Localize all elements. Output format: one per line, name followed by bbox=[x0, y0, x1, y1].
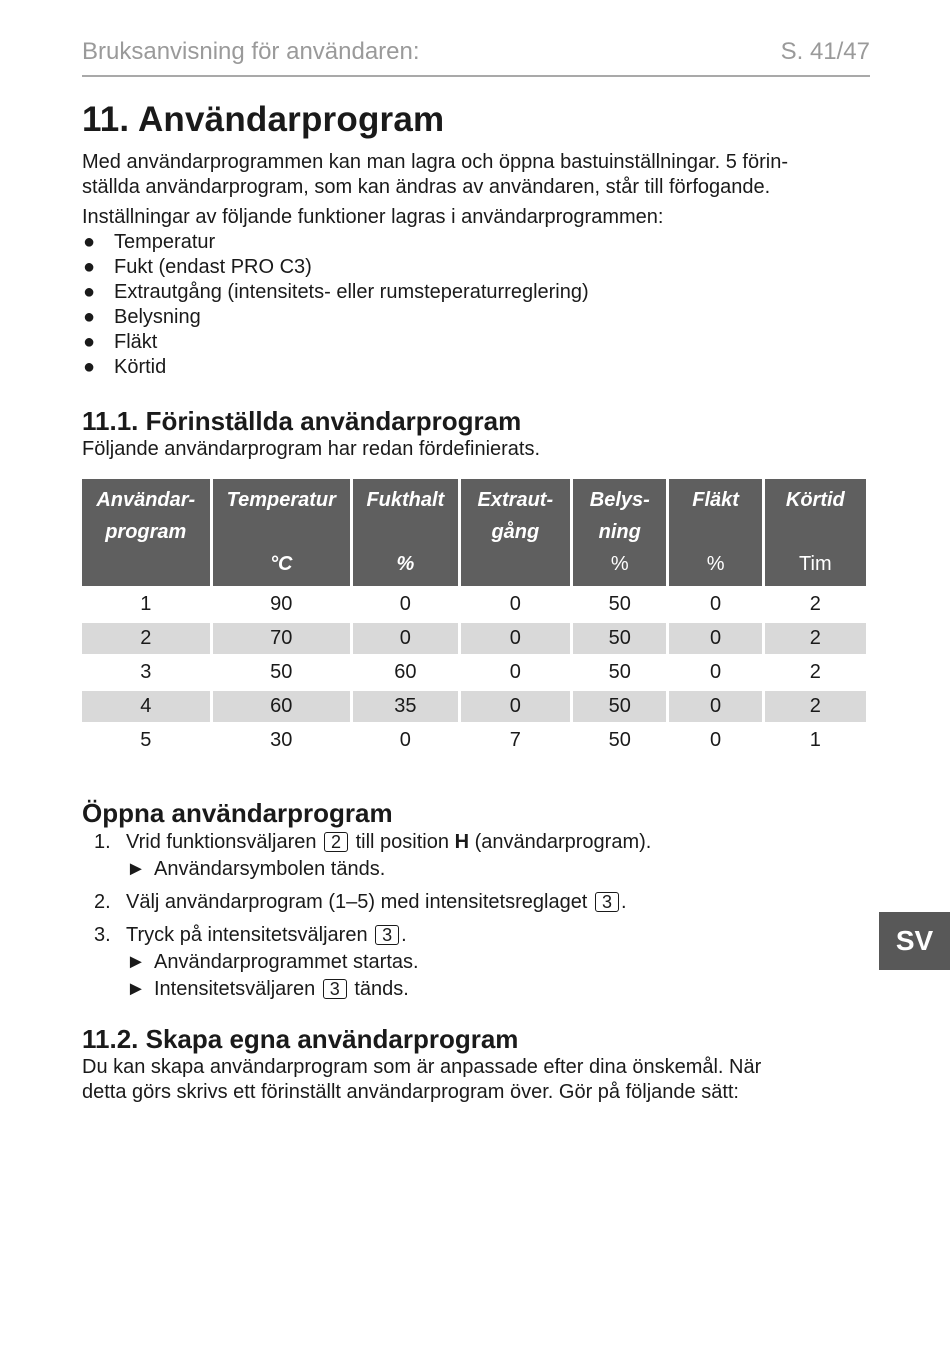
intro-line-1: Med användarprogrammen kan man lagra och öppna bastuinställningar. 5 förin- bbox=[82, 151, 788, 173]
column-header: Belys- ning % bbox=[573, 479, 666, 586]
table-cell: 35 bbox=[353, 691, 458, 722]
main-content bbox=[82, 100, 870, 1105]
table-row bbox=[82, 589, 866, 620]
table-cell: 0 bbox=[509, 593, 521, 615]
step-item: 3. Tryck på intensitetsväljaren 3 . ► Användarprogrammet startas. ► Intensitetsväljaren 3 tänds. bbox=[82, 922, 870, 1003]
step-result: ► Intensitetsväljaren 3 tänds. bbox=[126, 976, 870, 1003]
table-cell: 0 bbox=[461, 623, 570, 654]
table-cell: 30 bbox=[270, 729, 293, 751]
key-2-icon: 2 bbox=[324, 832, 348, 852]
table-row bbox=[82, 657, 866, 688]
bullet-icon: ● bbox=[83, 331, 96, 353]
table-cell: 1 bbox=[809, 729, 821, 751]
key-3-icon: 3 bbox=[375, 925, 399, 945]
key-3-icon: 3 bbox=[323, 979, 347, 999]
bullet-icon: ● bbox=[83, 281, 96, 303]
table-cell: 2 bbox=[809, 661, 821, 683]
step-number: 1. bbox=[94, 831, 111, 853]
preset-intro: Följande användarprogram har redan fördefinierats. bbox=[82, 438, 541, 460]
table-row bbox=[82, 725, 866, 756]
table-cell: 0 bbox=[399, 729, 411, 751]
list-item: ● Fukt (endast PRO C3) bbox=[83, 256, 312, 278]
table-cell: 70 bbox=[213, 623, 351, 654]
list-item: ● Extrautgång (intensitets- eller rumsteperaturreglering) bbox=[83, 281, 589, 303]
language-tab: SV bbox=[879, 912, 950, 970]
table-row bbox=[82, 623, 866, 654]
table-cell: 0 bbox=[710, 661, 722, 683]
table-row bbox=[82, 691, 866, 722]
list-item: ● Körtid bbox=[83, 356, 167, 378]
arrow-right-icon: ► bbox=[126, 978, 146, 1000]
step-result: ► Användarprogrammet startas. bbox=[126, 949, 870, 976]
step-result: ► Användarsymbolen tänds. bbox=[126, 856, 870, 883]
section-title: 11. Användarprogram bbox=[82, 100, 445, 139]
table-cell: 2 bbox=[809, 593, 821, 615]
table-cell: 50 bbox=[608, 661, 631, 683]
table-cell: 2 bbox=[82, 623, 210, 654]
table-cell: 60 bbox=[213, 691, 351, 722]
table-cell: 0 bbox=[461, 691, 570, 722]
page-header bbox=[82, 38, 870, 77]
column-header: Extraut- gång bbox=[461, 479, 570, 586]
table-cell: 4 bbox=[82, 691, 210, 722]
table-cell: 0 bbox=[669, 691, 761, 722]
column-header: Fukthalt % bbox=[353, 479, 458, 586]
arrow-right-icon: ► bbox=[126, 951, 146, 973]
table-header-row bbox=[82, 479, 866, 586]
column-header: Fläkt % bbox=[669, 479, 761, 586]
bullet-icon: ● bbox=[83, 231, 96, 253]
table-cell: 90 bbox=[270, 593, 293, 615]
bullet-icon: ● bbox=[83, 356, 96, 378]
column-header: Användar- program bbox=[82, 479, 210, 586]
table-cell: 0 bbox=[710, 729, 722, 751]
table-cell: 50 bbox=[608, 729, 631, 751]
table-cell: 50 bbox=[573, 691, 666, 722]
preset-programs-table bbox=[79, 476, 869, 759]
table-cell: 0 bbox=[353, 623, 458, 654]
table-cell: 5 bbox=[140, 729, 152, 751]
table-cell: 2 bbox=[765, 623, 866, 654]
table-cell: 7 bbox=[509, 729, 521, 751]
key-3-icon: 3 bbox=[595, 892, 619, 912]
intro-line-2: ställda användarprogram, som kan ändras av användaren, står till förfogande. bbox=[82, 176, 771, 198]
table-cell: 0 bbox=[509, 661, 521, 683]
table-cell: 50 bbox=[573, 623, 666, 654]
table-cell: 0 bbox=[710, 593, 722, 615]
settings-intro: Inställningar av följande funktioner lagras i användarprogrammen: bbox=[82, 206, 664, 228]
table-cell: 1 bbox=[140, 593, 152, 615]
subsection-title-open: Öppna användarprogram bbox=[82, 798, 393, 828]
table-cell: 3 bbox=[140, 661, 152, 683]
table-cell: 60 bbox=[394, 661, 417, 683]
column-header: Temperatur °C bbox=[213, 479, 351, 586]
step-number: 3. bbox=[94, 924, 111, 946]
table-cell: 50 bbox=[270, 661, 293, 683]
subsection-title-preset: 11.1. Förinställda användarprogram bbox=[82, 406, 522, 436]
bullet-icon: ● bbox=[83, 306, 96, 328]
column-header: Körtid Tim bbox=[765, 479, 866, 586]
page-number: S. 41/47 bbox=[780, 38, 870, 65]
bullet-icon: ● bbox=[83, 256, 96, 278]
arrow-right-icon: ► bbox=[126, 858, 146, 880]
table-cell: 0 bbox=[669, 623, 761, 654]
create-paragraph: Du kan skapa användarprogram som är anpassade efter dina önskemål. När detta görs skrivs ett förinställt användarprogram över. Gör på följande sätt: bbox=[82, 1056, 762, 1103]
step-item: 1. Vrid funktionsväljaren 2 till position H (användarprogram). ► Användarsymbolen tänds. bbox=[82, 829, 870, 883]
header-title: Bruksanvisning för användaren: bbox=[82, 38, 420, 65]
table-cell: 50 bbox=[608, 593, 631, 615]
table-cell: 0 bbox=[399, 593, 411, 615]
list-item: ● Fläkt bbox=[83, 331, 158, 353]
intro-paragraph bbox=[82, 150, 870, 200]
step-item: 2. Välj användarprogram (1–5) med intensitetsreglaget 3 . bbox=[82, 889, 870, 916]
settings-list bbox=[82, 230, 870, 380]
list-item: ● Belysning bbox=[83, 306, 201, 328]
step-number: 2. bbox=[94, 891, 111, 913]
table-cell: 2 bbox=[765, 691, 866, 722]
list-item: ● Temperatur bbox=[83, 231, 216, 253]
open-steps-list bbox=[82, 829, 870, 1003]
subsection-title-create: 11.2. Skapa egna användarprogram bbox=[82, 1024, 519, 1054]
